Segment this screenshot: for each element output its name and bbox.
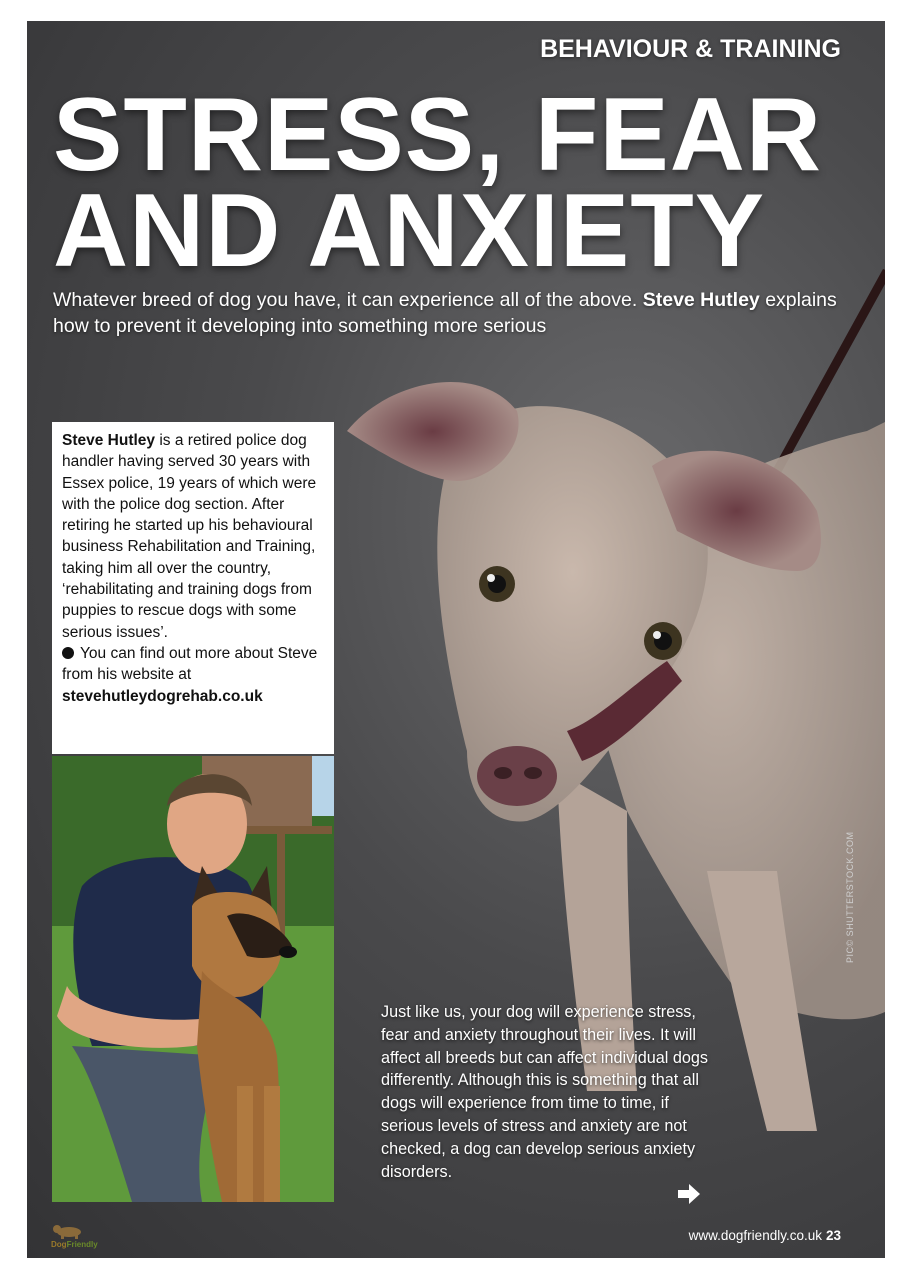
page-number: 23: [825, 1228, 841, 1243]
standfirst-text-after: explains how to prevent it developing into something more serious: [53, 289, 837, 337]
bio-paragraph: [62, 430, 324, 643]
author-bio-box: [52, 422, 334, 754]
footer: [689, 1228, 841, 1243]
body-intro: Just like us, your dog will experience stress, fear and anxiety throughout their lives. It will affect all breeds but can affect individual dogs differently. Although this is something that all dogs will experience from time to time, if serious levels of stress and anxiety are not checked, a dog can develop serious anxiety disorders.: [381, 1003, 708, 1181]
logo-word-friendly: Friendly: [66, 1240, 98, 1249]
headline: [53, 77, 853, 289]
standfirst: [53, 287, 853, 339]
logo-wordmark: [51, 1240, 98, 1249]
headline-line-1: STRESS, FEAR: [53, 77, 822, 193]
footer-url-link[interactable]: www.dogfriendly.co.uk: [688, 1228, 822, 1243]
standfirst-author: Steve Hutley: [642, 289, 760, 311]
bio-website-link[interactable]: stevehutleydogrehab.co.uk: [62, 687, 263, 705]
bio-name: Steve Hutley: [62, 432, 156, 449]
bio-more-text: You can find out more about Steve from his website at: [62, 644, 318, 684]
photo-credit: PIC© SHUTTERSTOCK.COM: [845, 831, 855, 963]
arrow-right-icon: [677, 1183, 701, 1205]
bullet-icon: [62, 647, 74, 659]
bio-text: is a retired police dog handler having served 30 years with Essex police, 19 years of which were with the police dog section. After retiring he started up his behavioural business Rehabilitation and Training, taking him all over the country, ‘rehabilitating and training dogs from puppies to rescue dogs with some serious issues’.: [62, 432, 317, 641]
logo-word-dog: Dog: [51, 1240, 67, 1249]
bio-more: [62, 643, 324, 707]
magazine-page: [27, 21, 885, 1258]
standfirst-text: Whatever breed of dog you have, it can experience all of the above.: [53, 289, 638, 311]
headline-line-2: AND ANXIETY: [53, 173, 766, 289]
author-with-dog-photo: [52, 756, 334, 1202]
section-label: BEHAVIOUR & TRAINING: [540, 35, 841, 63]
